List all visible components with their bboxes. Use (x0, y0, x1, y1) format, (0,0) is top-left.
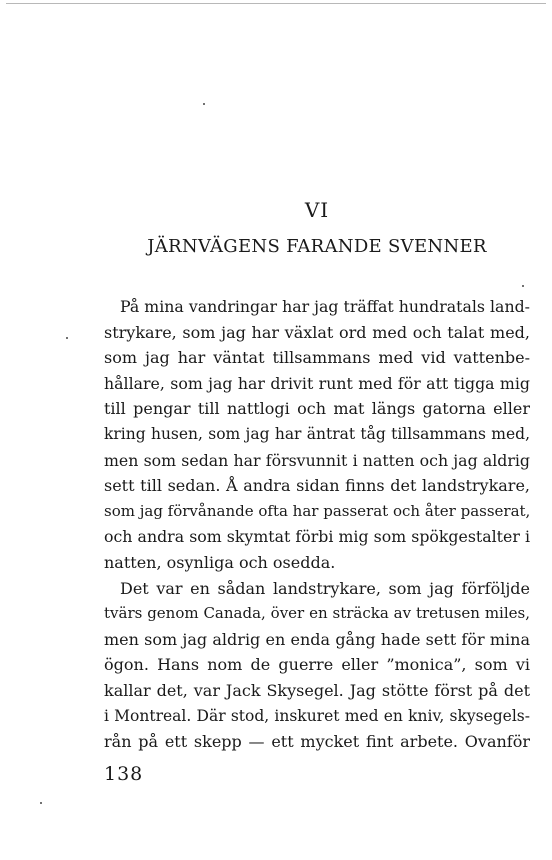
text-line: kallar det, var Jack Skysegel. Jag stötte först på det (104, 680, 530, 700)
text-line: Det var en sådan landstrykare, som jag förföljde (120, 578, 530, 598)
text-line: men som sedan har försvunnit i natten och jag aldrig (104, 450, 530, 470)
text-line: men som jag aldrig en enda gång hade sett för mina (104, 629, 530, 649)
text-line: kring husen, som jag har äntrat tåg tillsammans med, (104, 424, 530, 443)
chapter-number: VI (304, 198, 330, 222)
text-line: och andra som skymtat förbi mig som spökgestalter i (104, 527, 530, 547)
text-line: natten, osynliga och osedda. (104, 552, 336, 572)
text-line: rån på ett skepp — ett mycket fint arbete. Ovanför (104, 732, 530, 752)
text-line: i Montreal. Där stod, inskuret med en kniv, skysegels- (104, 706, 530, 725)
print-speck (66, 337, 68, 339)
text-line: hållare, som jag har drivit runt med för att tigga mig (104, 373, 530, 393)
text-line: sett till sedan. Å andra sidan finns det landstrykare, (104, 476, 530, 496)
page-top-edge (6, 3, 546, 4)
text-line: På mina vandringar har jag träffat hundratals land- (120, 297, 530, 316)
chapter-title: JÄRNVÄGENS FARANDE SVENNER (147, 236, 487, 257)
print-speck (522, 285, 524, 287)
text-line: strykare, som jag har växlat ord med och talat med, (104, 322, 530, 342)
page-number: 138 (104, 763, 144, 785)
text-line: ögon. Hans nom de guerre eller ”monica”, som vi (104, 655, 530, 675)
text-line: till pengar till nattlogi och mat längs gatorna eller (104, 399, 530, 419)
text-line: tvärs genom Canada, över en sträcka av tretusen miles, (104, 604, 530, 623)
print-speck (40, 802, 42, 804)
text-line: som jag förvånande ofta har passerat och åter passerat, (104, 501, 530, 520)
body-text (104, 294, 530, 755)
print-speck (203, 103, 205, 105)
text-line: som jag har väntat tillsammans med vid vattenbe- (104, 348, 530, 368)
